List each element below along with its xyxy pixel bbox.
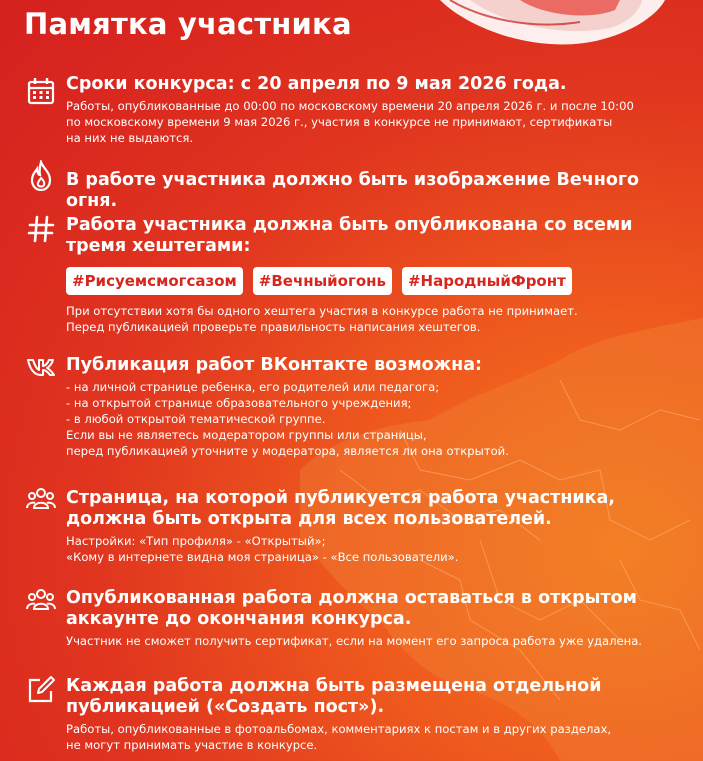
heading-line: публикацией («Создать пост»). [66,697,385,717]
section-eternal-flame [66,170,689,212]
hashtag-tag[interactable]: #Рисуемсмогсазом [66,267,243,295]
section-heading: Сроки конкурса: с 20 апреля по 9 мая 2026 года. [66,74,567,94]
heading-line: Опубликованная работа должна оставаться в открытом [66,588,637,608]
heading-line: Каждая работа должна быть размещена отдельной [66,676,602,696]
heading-line: Страница, на которой публикуется работа участника, [66,488,616,508]
note-line: «Кому в интернете видна моя страница» - «Все пользователи». [66,550,459,564]
section-note [66,633,689,649]
heading-line: должна быть открыта для всех пользователей. [66,509,552,529]
note-line: Участник не сможет получить сертификат, если на момент его запроса работа уже удалена. [66,634,642,648]
flame-icon [26,160,56,192]
note-line: Работы, опубликованные в фотоальбомах, комментариях к постам и в других разделах, [66,722,612,736]
edit-icon [26,675,56,705]
note-line: перед публикацией уточните у модератора, является ли она открытой. [66,444,509,458]
note-line: Настройки: «Тип профиля» - «Открытый»; [66,534,326,548]
section-note [66,98,689,146]
hashtag-icon [26,214,56,244]
note-line: Перед публикацией проверьте правильность написания хештегов. [66,320,481,334]
section-open-page [66,488,689,565]
section-heading [66,676,689,718]
section-heading: В работе участника должно быть изображение Вечного огня. [66,170,640,211]
note-line: Работы, опубликованные до 00:00 по московскому времени 20 апреля 2026 г. и после 10:00 [66,99,634,113]
note-line: Если вы не являетесь модератором группы или страницы, [66,428,427,442]
heading-line: тремя хештегами: [66,236,251,256]
vk-icon [26,356,56,378]
page-title: Памятка участника [24,7,352,41]
section-keep-published [66,588,689,649]
note-line: не могут принимать участие в конкурсе. [66,738,318,752]
section-separate-post [66,676,689,753]
section-note [66,533,689,565]
note-line: При отсутствии хотя бы одного хештега участия в конкурсе работа не принимает. [66,304,578,318]
heading-line: аккаунте до окончания конкурса. [66,609,412,629]
note-line: - на открытой странице образовательного учреждения; [66,396,412,410]
section-note [66,721,689,753]
users-group-icon [26,486,56,512]
calendar-icon [26,76,56,106]
note-line: на них не выдаются. [66,131,194,145]
section-heading [66,215,689,257]
section-dates [66,74,689,146]
hashtag-list [66,267,689,295]
note-line: - на личной странице ребенка, его родителей или педагога; [66,380,440,394]
hashtag-tag[interactable]: #НародныйФронт [402,267,572,295]
section-vkontakte [66,355,689,459]
section-note [66,379,689,459]
section-hashtags [66,215,689,335]
users-group-icon [26,587,56,613]
note-line: по московскому времени 9 мая 2026 г., участия в конкурсе не принимают, сертификаты [66,115,613,129]
section-heading [66,588,689,630]
note-line: - в любой открытой тематической группе. [66,412,326,426]
section-heading: Публикация работ ВКонтакте возможна: [66,355,483,375]
heading-line: Работа участника должна быть опубликована со всеми [66,215,633,235]
section-heading [66,488,689,530]
hashtag-tag[interactable]: #Вечныйогонь [253,267,392,295]
section-note [66,303,689,335]
